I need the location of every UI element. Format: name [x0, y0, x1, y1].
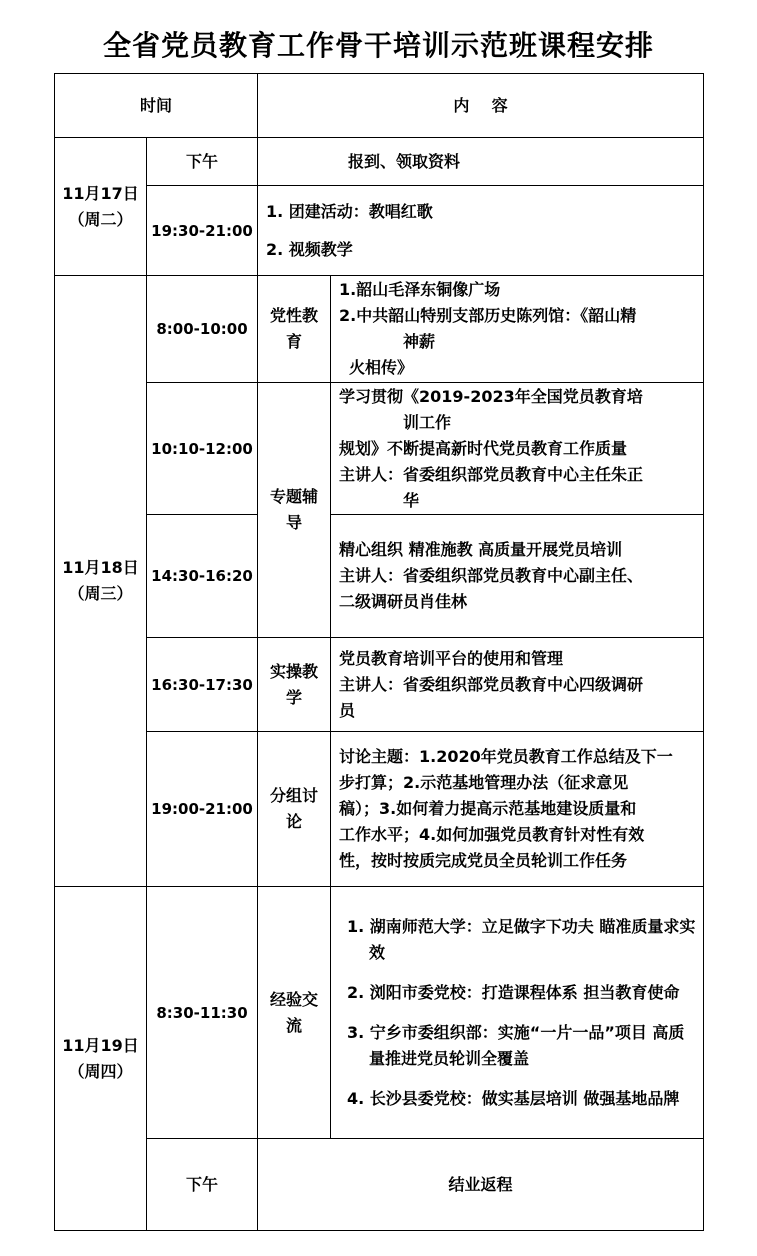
- table-row: [55, 383, 704, 515]
- content-line: 党员教育培训平台的使用和管理: [339, 648, 564, 668]
- day3-s1-content: [331, 887, 704, 1139]
- list-item: 3. 宁乡市委组织部：实施“一片一品”项目 高质量推进党员轮训全覆盖: [347, 1022, 685, 1068]
- header-time: 时间: [55, 74, 258, 138]
- day2-s4-time: 16:30-17:30: [147, 638, 258, 732]
- day2-weekday: （周三）: [68, 584, 133, 603]
- day3-s1-type-cell: [258, 887, 331, 1139]
- content-line: 1.韶山毛泽东铜像广场: [339, 280, 501, 299]
- table-header-row: [55, 74, 704, 138]
- content-line: 工作水平；4.如何加强党员教育针对性有效: [339, 825, 645, 844]
- day1-afternoon-content: 报到、领取资料: [258, 138, 704, 186]
- day3-afternoon-content: 结业返程: [258, 1139, 704, 1231]
- day1-date-cell: [55, 138, 147, 276]
- day1-evening-time: 19:30-21:00: [147, 186, 258, 276]
- table-row: [55, 515, 704, 638]
- content-line: 主讲人：省委组织部党员教育中心四级调研: [339, 674, 644, 694]
- day2-date: 11月18日: [62, 558, 139, 577]
- content-line: 学习贯彻《2019-2023年全国党员教育培: [339, 386, 643, 406]
- content-line: 讨论主题：1.2020年党员教育工作总结及下一: [339, 747, 673, 766]
- day2-s3-content: [331, 515, 704, 638]
- list-item: 4. 长沙县委党校：做实基层培训 做强基地品牌: [347, 1088, 680, 1108]
- day1-afternoon-time: 下午: [147, 138, 258, 186]
- day3-afternoon-time: 下午: [147, 1139, 258, 1231]
- table-row: [55, 276, 704, 383]
- day3-date-cell: [55, 887, 147, 1231]
- content-line: 主讲人：省委组织部党员教育中心副主任、: [339, 566, 644, 585]
- table-row: [55, 887, 704, 1139]
- day3-s1-type: 经验交流: [270, 989, 319, 1035]
- content-line: 主讲人：省委组织部党员教育中心主任朱正: [339, 464, 644, 484]
- day3-date: 11月19日: [62, 1035, 139, 1055]
- day2-s2-content: [331, 383, 704, 515]
- content-line: 步打算；2.示范基地管理办法（征求意见: [339, 773, 629, 792]
- day2-s1-content: [331, 276, 704, 383]
- table-row: [55, 1139, 704, 1231]
- day2-s5-time: 19:00-21:00: [147, 732, 258, 887]
- list-item: 2. 视频教学: [266, 239, 353, 259]
- day2-special-type: 专题辅导: [270, 487, 319, 532]
- content-line: 性，按时按质完成党员全员轮训工作任务: [339, 851, 628, 870]
- day1-weekday: （周二）: [68, 209, 133, 229]
- day2-s2-time: 10:10-12:00: [147, 383, 258, 515]
- content-line: 神薪: [403, 332, 436, 351]
- day3-weekday: （周四）: [68, 1061, 133, 1081]
- table-row: [55, 138, 704, 186]
- day1-evening-content: [258, 186, 704, 276]
- day2-s1-type-cell: [258, 276, 331, 383]
- table-row: [55, 186, 704, 276]
- day1-date: 11月17日: [62, 183, 139, 203]
- content-line: 训工作: [403, 412, 452, 432]
- day2-s1-type: 党性教育: [270, 306, 319, 351]
- table-row: [55, 638, 704, 732]
- day2-date-cell: [55, 276, 147, 887]
- day2-special-type-cell: [258, 383, 331, 638]
- content-line: 稿）；3.如何着力提高示范基地建设质量和: [339, 799, 637, 818]
- day2-s5-type-cell: [258, 732, 331, 887]
- content-line: 精心组织 精准施教 高质量开展党员培训: [339, 540, 623, 559]
- day2-s5-type: 分组讨论: [270, 786, 319, 831]
- schedule-table: [54, 73, 704, 1231]
- list-item: 1. 湖南师范大学：立足做字下功夫 瞄准质量求实效: [347, 916, 696, 962]
- day2-s4-type-cell: [258, 638, 331, 732]
- content-line: 规划》不断提高新时代党员教育工作质量: [339, 438, 628, 458]
- content-line: 火相传》: [349, 358, 414, 377]
- list-item: 2. 浏阳市委党校：打造课程体系 担当教育使命: [347, 982, 680, 1002]
- header-content: 内 容: [258, 74, 704, 138]
- day3-s1-time: 8:30-11:30: [147, 887, 258, 1139]
- day2-s3-time: 14:30-16:20: [147, 515, 258, 638]
- content-line: 二级调研员肖佳林: [339, 592, 468, 611]
- day2-s4-type: 实操教学: [270, 661, 319, 707]
- content-line: 华: [403, 490, 420, 510]
- day2-s5-content: [331, 732, 704, 887]
- table-row: [55, 732, 704, 887]
- page-title: 全省党员教育工作骨干培训示范班课程安排: [102, 29, 654, 62]
- content-line: 员: [339, 700, 356, 720]
- day2-s1-time: 8:00-10:00: [147, 276, 258, 383]
- day2-s4-content: [331, 638, 704, 732]
- content-line: 2.中共韶山特别支部历史陈列馆：《韶山精: [339, 306, 637, 325]
- list-item: 1. 团建活动：教唱红歌: [266, 201, 433, 221]
